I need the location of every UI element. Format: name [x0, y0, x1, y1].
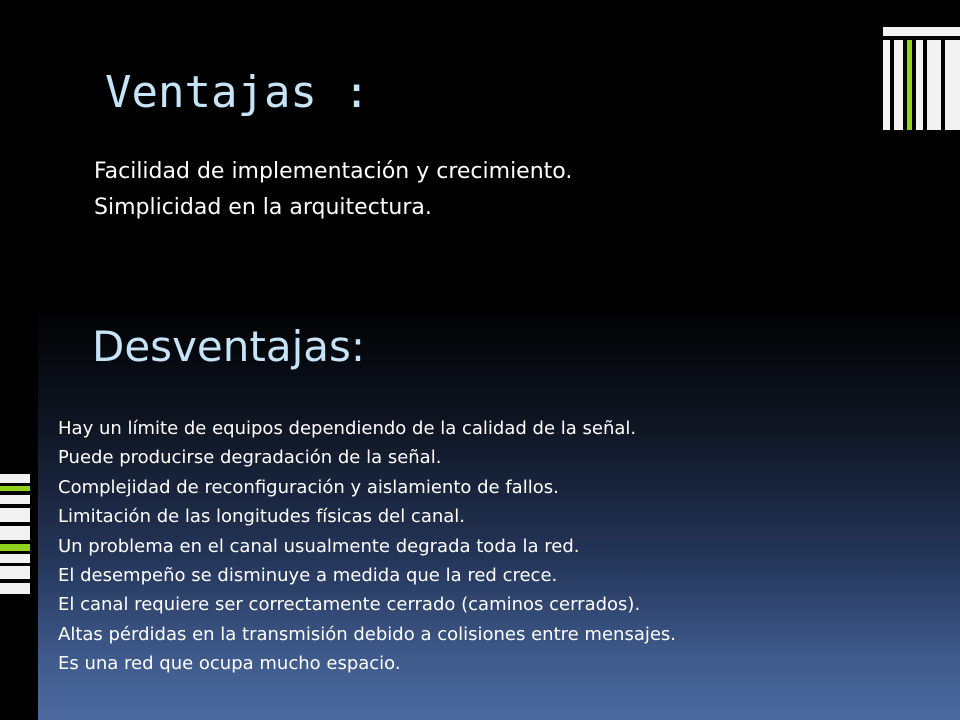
- corner-decoration-icon: [880, 25, 960, 135]
- desventajas-item: Un problema en el canal usualmente degrada toda la red.: [58, 535, 580, 557]
- ventajas-list: [94, 154, 572, 226]
- desventajas-list: [58, 414, 676, 679]
- desventajas-title: Desventajas:: [92, 322, 366, 371]
- desventajas-item: Hay un límite de equipos dependiendo de la calidad de la señal.: [58, 418, 637, 439]
- desventajas-item: Complejidad de reconfiguración y aislamiento de fallos.: [58, 476, 559, 498]
- ventajas-title: Ventajas :: [105, 67, 370, 118]
- desventajas-item: El canal requiere ser correctamente cerrado (caminos cerrados).: [58, 594, 641, 616]
- side-decoration-icon: [0, 470, 38, 600]
- desventajas-item: Altas pérdidas en la transmisión debido a colisiones entre mensajes.: [58, 623, 677, 645]
- desventajas-item: Es una red que ocupa mucho espacio.: [58, 653, 401, 675]
- desventajas-item: El desempeño se disminuye a medida que la red crece.: [58, 565, 558, 587]
- desventajas-item: Limitación de las longitudes físicas del canal.: [58, 506, 466, 528]
- ventajas-item: Facilidad de implementación y crecimiento.: [94, 159, 573, 184]
- left-sidebar-strip: [0, 0, 38, 720]
- ventajas-item: Simplicidad en la arquitectura.: [94, 195, 432, 220]
- desventajas-item: Puede producirse degradación de la señal.: [58, 447, 442, 469]
